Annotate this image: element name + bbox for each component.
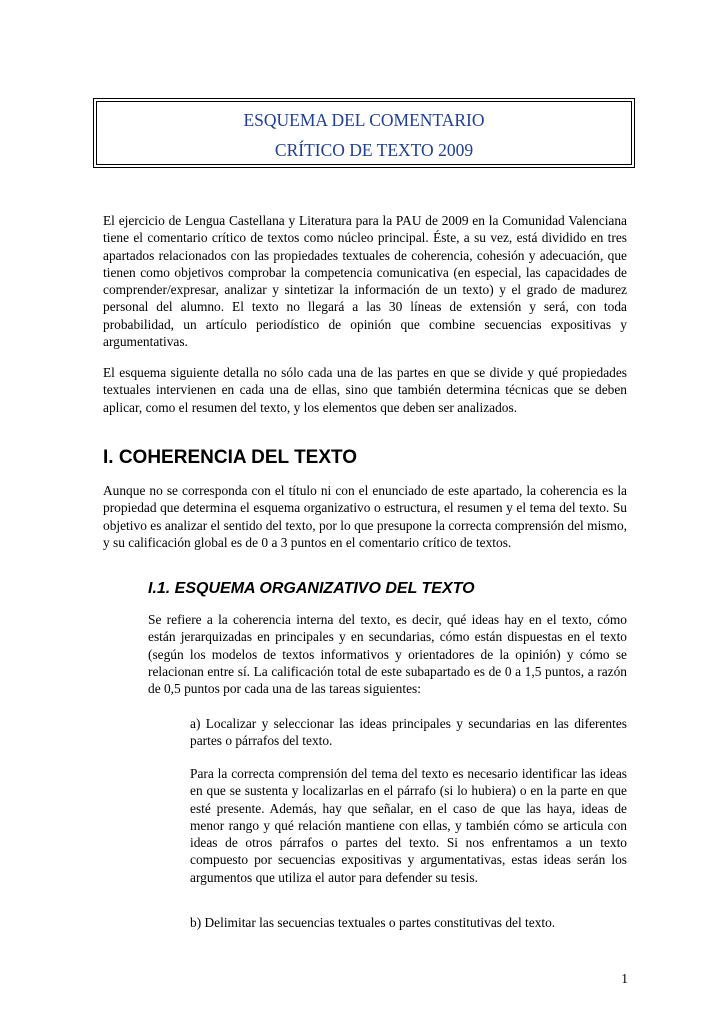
task-a-paragraph: a) Localizar y seleccionar las ideas principales y secundarias en las diferentes partes o párrafos del texto. bbox=[190, 716, 627, 749]
section-1-paragraph: Aunque no se corresponda con el título ni con el enunciado de este apartado, la coherencia es la propiedad que determina el esquema organizativo o estructura, el resumen y el tema del texto. Su objetivo es analizar el sentido del texto, por lo que presupone la correcta comprensión del mismo, y su calificación global es de 0 a 3 puntos en el comentario crítico de textos. bbox=[103, 483, 627, 550]
scheme-paragraph: El esquema siguiente detalla no sólo cada una de las partes en que se divide y qué propiedades textuales intervienen en cada una de ellas, sino que también determina técnicas que se deben aplicar, como el resumen del texto, y los elementos que deben ser analizados. bbox=[103, 365, 627, 415]
section-1-heading: I. COHERENCIA DEL TEXTO bbox=[103, 447, 358, 468]
task-b-paragraph: b) Delimitar las secuencias textuales o partes constitutivas del texto. bbox=[190, 915, 556, 930]
subsection-1-paragraph: Se refiere a la coherencia interna del texto, es decir, qué ideas hay en el texto, cómo están jerarquizadas en principales y en secundarias, cómo están dispuestas en el texto (según los modelos de textos informativos y orientadores de la opinión) y cómo se relacionan entre sí. La calificación total de este subapartado es de 0 a 1,5 puntos, a razón de 0,5 puntos por cada una de las tareas siguientes: bbox=[148, 612, 627, 697]
title-line-1: ESQUEMA DEL COMENTARIO bbox=[243, 110, 485, 130]
title-line-2: CRÍTICO DE TEXTO 2009 bbox=[274, 140, 474, 160]
intro-paragraph: El ejercicio de Lengua Castellana y Literatura para la PAU de 2009 en la Comunidad Valenciana tiene el comentario crítico de textos como núcleo principal. Éste, a su vez, está dividido en tres apartados relacionados con las propiedades textuales de coherencia, cohesión y adecuación, que tienen como objetivos comprobar la competencia comunicativa (en especial, las capacidades de comprender/expresar, analizar y sintetizar la información de un texto) y el grado de madurez personal del alumno. El texto no llegará a las 30 líneas de extensión y será, con toda probabilidad, un artículo periodístico de opinión que combine secuencias expositivas y argumentativas. bbox=[103, 213, 627, 350]
subsection-1-heading: I.1. ESQUEMA ORGANIZATIVO DEL TEXTO bbox=[148, 580, 475, 597]
task-a-detail-paragraph: Para la correcta comprensión del tema del texto es necesario identificar las ideas en que se sustenta y localizarlas en el párrafo (si lo hubiera) o en la parte en que esté presente. Además, hay que señalar, en el caso de que las haya, ideas de menor rango y qué relación mantiene con ellas, y también cómo se articula con ideas de otros párrafos o partes del texto. Si nos enfrentamos a un texto compuesto por secuencias expositivas y argumentativas, estas ideas serán los argumentos que utiliza el autor para defender su tesis. bbox=[190, 766, 627, 885]
page-number: 1 bbox=[621, 971, 628, 986]
title-box bbox=[96, 101, 632, 165]
